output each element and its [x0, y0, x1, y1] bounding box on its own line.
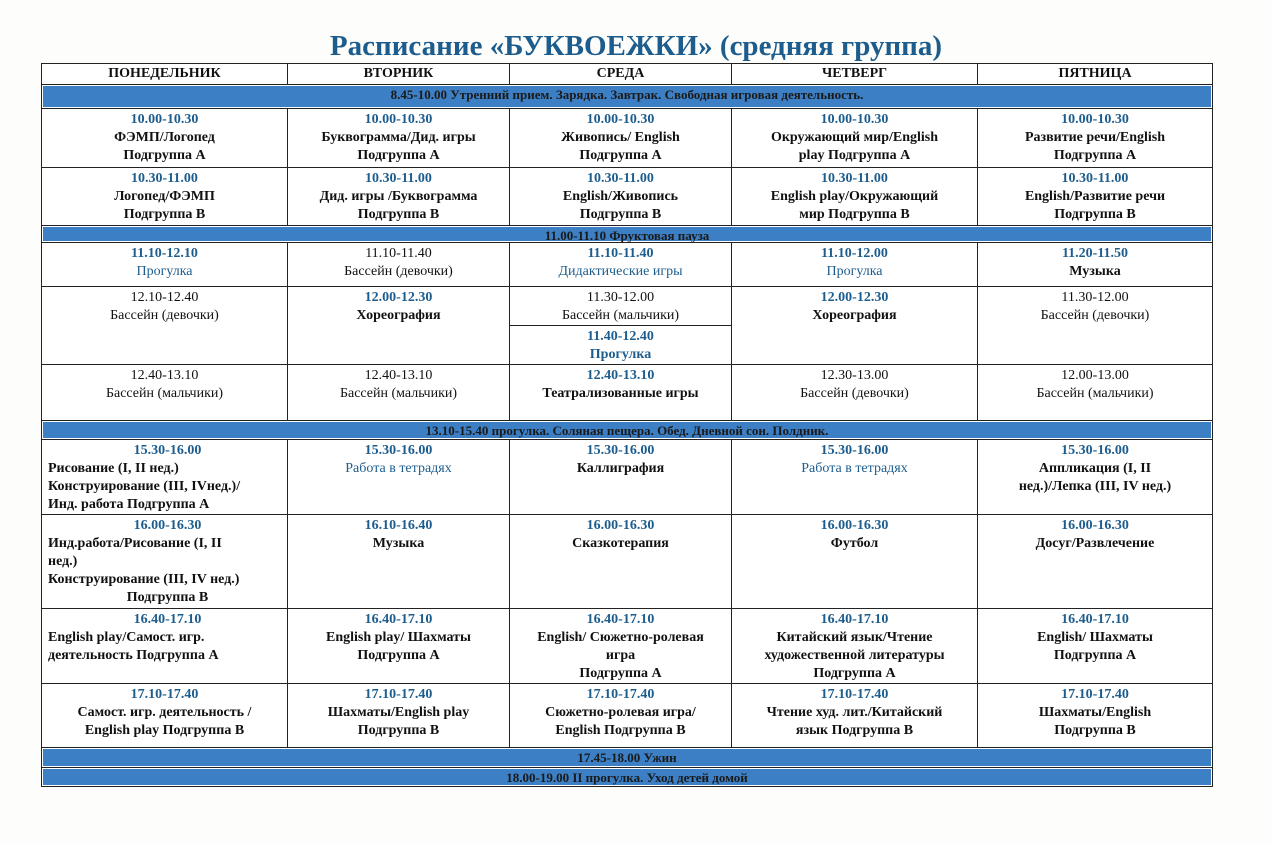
cell-wed-r7: [510, 515, 732, 609]
time-label: 12.40-13.10: [130, 368, 199, 383]
cell-mon-r6: [42, 440, 288, 515]
time-label: 16.40-17.10: [1061, 612, 1129, 627]
time-label: 15.30-16.00: [1061, 443, 1129, 458]
time-label: 11.20-11.50: [1061, 246, 1129, 261]
activity-line-3: Конструирование (III, IV нед.): [48, 572, 240, 587]
time-label: 11.10-11.40: [587, 246, 654, 261]
time-label: 11.40-12.40: [587, 329, 654, 344]
cell-fri-r1: [978, 109, 1212, 168]
activity: Развитие речи/English: [1024, 130, 1166, 145]
activity-group: мир Подгруппа В: [799, 207, 910, 222]
time-label: 16.00-16.30: [586, 518, 655, 533]
activity: Каллиграфия: [576, 461, 665, 476]
time-label: 12.00-12.30: [820, 290, 889, 305]
activity: Дидактические игры: [558, 264, 683, 279]
time-label: 15.30-16.00: [820, 443, 889, 458]
activity-group: Подгруппа А: [357, 648, 440, 663]
time-label: 16.40-17.10: [586, 612, 655, 627]
activity: Сказкотерапия: [572, 536, 669, 551]
time-label: 16.10-16.40: [364, 518, 433, 533]
activity: Аппликация (I, II: [1038, 461, 1152, 476]
cell-wed-r4a: [510, 287, 732, 326]
time-label: 17.10-17.40: [586, 687, 655, 702]
cell-wed-r5: [510, 365, 732, 421]
activity: Футбол: [830, 536, 879, 551]
cell-fri-r9: [978, 684, 1212, 748]
time-label: 17.10-17.40: [1061, 687, 1129, 702]
cell-mon-r9: [42, 684, 288, 748]
activity-line-2: Конструирование (III, IVнед.)/: [48, 479, 241, 494]
cell-mon-r1: [42, 109, 288, 168]
time-label: 10.30-11.00: [587, 171, 654, 186]
activity-group: Подгруппа А: [579, 148, 662, 163]
activity: Буквограмма/Дид. игры: [321, 130, 476, 145]
cell-mon-r2: [42, 168, 288, 226]
cell-thu-r8: [732, 609, 978, 684]
cell-tue-r5: [288, 365, 510, 421]
activity-line-3: Инд. работа Подгруппа А: [48, 497, 210, 512]
activity: Хореография: [356, 308, 441, 323]
cell-thu-r3: [732, 243, 978, 287]
band-morning: 8.45-10.00 Утренний прием. Зарядка. Завтрак. Свободная игровая деятельность.: [42, 85, 1212, 109]
activity: English/ Сюжетно-ролевая: [537, 630, 704, 645]
activity-group: Подгруппа А: [1053, 148, 1137, 163]
time-label: 10.30-11.00: [1061, 171, 1129, 186]
cell-fri-r5: [978, 365, 1212, 421]
day-header-tuesday: ВТОРНИК: [288, 64, 510, 85]
activity-line-2: деятельность Подгруппа А: [48, 648, 219, 663]
time-label: 17.10-17.40: [364, 687, 433, 702]
page-title: Расписание «БУКВОЕЖКИ» (средняя группа): [329, 30, 943, 62]
activity: Логопед/ФЭМП: [114, 189, 215, 204]
activity: Бассейн (мальчики): [105, 386, 224, 401]
band-afternoon: 13.10-15.40 прогулка. Соляная пещера. Обед. Дневной сон. Полдник.: [42, 421, 1212, 440]
activity-group: Подгруппа В: [357, 723, 440, 738]
cell-thu-r7: [732, 515, 978, 609]
cell-wed-r4b: [510, 326, 732, 365]
activity: Бассейн (девочки): [344, 264, 453, 279]
cell-thu-r5: [732, 365, 978, 421]
cell-tue-r9: [288, 684, 510, 748]
time-label: 12.30-13.00: [820, 368, 889, 383]
cell-mon-r8: [42, 609, 288, 684]
cell-fri-r8: [978, 609, 1212, 684]
band-evening: 18.00-19.00 II прогулка. Уход детей домой: [42, 768, 1212, 786]
cell-tue-r4: [288, 287, 510, 365]
cell-wed-r9: [510, 684, 732, 748]
day-header-friday: ПЯТНИЦА: [978, 64, 1212, 85]
day-header-wednesday: СРЕДА: [510, 64, 732, 85]
activity: Бассейн (девочки): [800, 386, 909, 401]
activity: English play/Окружающий: [770, 189, 939, 204]
time-label: 16.00-16.30: [1061, 518, 1129, 533]
cell-wed-r3: [510, 243, 732, 287]
time-label: 17.10-17.40: [820, 687, 889, 702]
cell-thu-r9: [732, 684, 978, 748]
activity: Бассейн (девочки): [1040, 308, 1150, 323]
activity: Дид. игры /Буквограмма: [319, 189, 478, 204]
cell-wed-r2: [510, 168, 732, 226]
cell-tue-r6: [288, 440, 510, 515]
activity: Работа в тетрадях: [345, 461, 452, 476]
activity: ФЭМП/Логопед: [114, 130, 215, 145]
activity-group: Подгруппа В: [579, 207, 662, 222]
activity-group: Подгруппа А: [357, 148, 440, 163]
band-dinner: 17.45-18.00 Ужин: [42, 748, 1212, 768]
activity: Бассейн (девочки): [110, 308, 219, 323]
activity-group: play Подгруппа А: [798, 148, 911, 163]
cell-fri-r6: [978, 440, 1212, 515]
time-label: 11.10-12.00: [821, 246, 888, 261]
time-label: 16.40-17.10: [133, 612, 202, 627]
day-header-thursday: ЧЕТВЕРГ: [732, 64, 978, 85]
time-label: 10.00-10.30: [586, 112, 655, 127]
activity: Чтение худ. лит./Китайский: [766, 705, 943, 720]
activity: Живопись/ English: [561, 130, 680, 145]
cell-fri-r4: [978, 287, 1212, 365]
activity: Бассейн (мальчики): [1036, 386, 1154, 401]
activity: Сюжетно-ролевая игра/: [545, 705, 696, 720]
cell-mon-r3: [42, 243, 288, 287]
cell-thu-r6: [732, 440, 978, 515]
time-label: 16.00-16.30: [820, 518, 889, 533]
activity: Работа в тетрадях: [801, 461, 908, 476]
cell-tue-r1: [288, 109, 510, 168]
time-label: 16.00-16.30: [133, 518, 202, 533]
activity-group: English Подгруппа В: [555, 723, 686, 738]
activity-group: Подгруппа А: [813, 666, 896, 681]
activity-line-2: нед.): [48, 554, 78, 569]
time-label: 12.00-12.30: [364, 290, 433, 305]
activity-line-2: игра: [605, 648, 636, 663]
day-header-monday: ПОНЕДЕЛЬНИК: [42, 64, 288, 85]
time-label: 10.00-10.30: [820, 112, 889, 127]
activity-group: Подгруппа В: [357, 207, 440, 222]
cell-fri-r2: [978, 168, 1212, 226]
cell-tue-r7: [288, 515, 510, 609]
activity: Бассейн (мальчики): [561, 308, 680, 323]
activity: Театрализованные игры: [542, 386, 699, 401]
activity-line-2: художественной литературы: [764, 648, 945, 663]
activity: English/Развитие речи: [1024, 189, 1166, 204]
time-label: 16.40-17.10: [364, 612, 433, 627]
activity: English/ Шахматы: [1037, 630, 1153, 645]
activity: Рисование (I, II нед.): [48, 461, 179, 476]
activity: Шахматы/English play: [327, 705, 470, 720]
activity-group: English play Подгруппа В: [84, 723, 245, 738]
cell-wed-r8: [510, 609, 732, 684]
time-label: 10.30-11.00: [821, 171, 888, 186]
cell-thu-r4: [732, 287, 978, 365]
time-label: 11.10-11.40: [365, 246, 432, 261]
time-label: 15.30-16.00: [364, 443, 433, 458]
cell-tue-r3: [288, 243, 510, 287]
activity-group: Подгруппа В: [1054, 207, 1136, 222]
cell-wed-r1: [510, 109, 732, 168]
activity-group: Подгруппа В: [123, 207, 206, 222]
activity-group: язык Подгруппа В: [795, 723, 914, 738]
time-label: 12.10-12.40: [130, 290, 199, 305]
cell-mon-r4: [42, 287, 288, 365]
cell-fri-r7: [978, 515, 1212, 609]
time-label: 11.10-12.10: [131, 246, 198, 261]
time-label: 12.40-13.10: [364, 368, 433, 383]
time-label: 10.00-10.30: [130, 112, 199, 127]
time-label: 15.30-16.00: [133, 443, 202, 458]
cell-tue-r8: [288, 609, 510, 684]
cell-fri-r3: [978, 243, 1212, 287]
time-label: 10.30-11.00: [131, 171, 198, 186]
time-label: 16.40-17.10: [820, 612, 889, 627]
activity: Музыка: [1069, 264, 1121, 279]
time-label: 17.10-17.40: [130, 687, 199, 702]
activity: Хореография: [812, 308, 897, 323]
activity-group: Подгруппа А: [1053, 648, 1137, 663]
activity: Досуг/Развлечение: [1035, 536, 1155, 551]
activity: Самост. игр. деятельность /: [77, 705, 252, 720]
activity: English play/ Шахматы: [326, 630, 471, 645]
time-label: 15.30-16.00: [586, 443, 655, 458]
schedule-table: [41, 63, 1213, 787]
activity: Прогулка: [136, 264, 193, 279]
activity-group: Подгруппа А: [579, 666, 662, 681]
time-label: 12.40-13.10: [586, 368, 655, 383]
activity: Инд.работа/Рисование (I, II: [48, 536, 222, 551]
activity: Прогулка: [589, 347, 652, 362]
activity: Китайский язык/Чтение: [776, 630, 933, 645]
cell-wed-r6: [510, 440, 732, 515]
cell-tue-r2: [288, 168, 510, 226]
activity: Окружающий мир/English: [770, 130, 939, 145]
activity: Прогулка: [826, 264, 883, 279]
time-label: 11.30-12.00: [1061, 290, 1129, 305]
time-label: 10.30-11.00: [365, 171, 432, 186]
activity-group: Подгруппа В: [1054, 723, 1136, 738]
time-label: 10.00-10.30: [364, 112, 433, 127]
time-label: 12.00-13.00: [1061, 368, 1129, 383]
activity: English/Живопись: [562, 189, 679, 204]
band-fruit-pause: 11.00-11.10 Фруктовая пауза: [42, 226, 1212, 243]
activity-line-2: нед.)/Лепка (III, IV нед.): [1018, 479, 1172, 494]
activity: Музыка: [372, 536, 425, 551]
cell-thu-r1: [732, 109, 978, 168]
activity: Бассейн (мальчики): [339, 386, 458, 401]
activity: English play/Самост. игр.: [48, 630, 205, 645]
time-label: 10.00-10.30: [1061, 112, 1129, 127]
cell-mon-r5: [42, 365, 288, 421]
cell-mon-r7: [42, 515, 288, 609]
time-label: 11.30-12.00: [586, 290, 655, 305]
activity-group: Подгруппа В: [126, 590, 209, 605]
activity: Шахматы/English: [1038, 705, 1152, 720]
activity-group: Подгруппа А: [123, 148, 206, 163]
cell-thu-r2: [732, 168, 978, 226]
